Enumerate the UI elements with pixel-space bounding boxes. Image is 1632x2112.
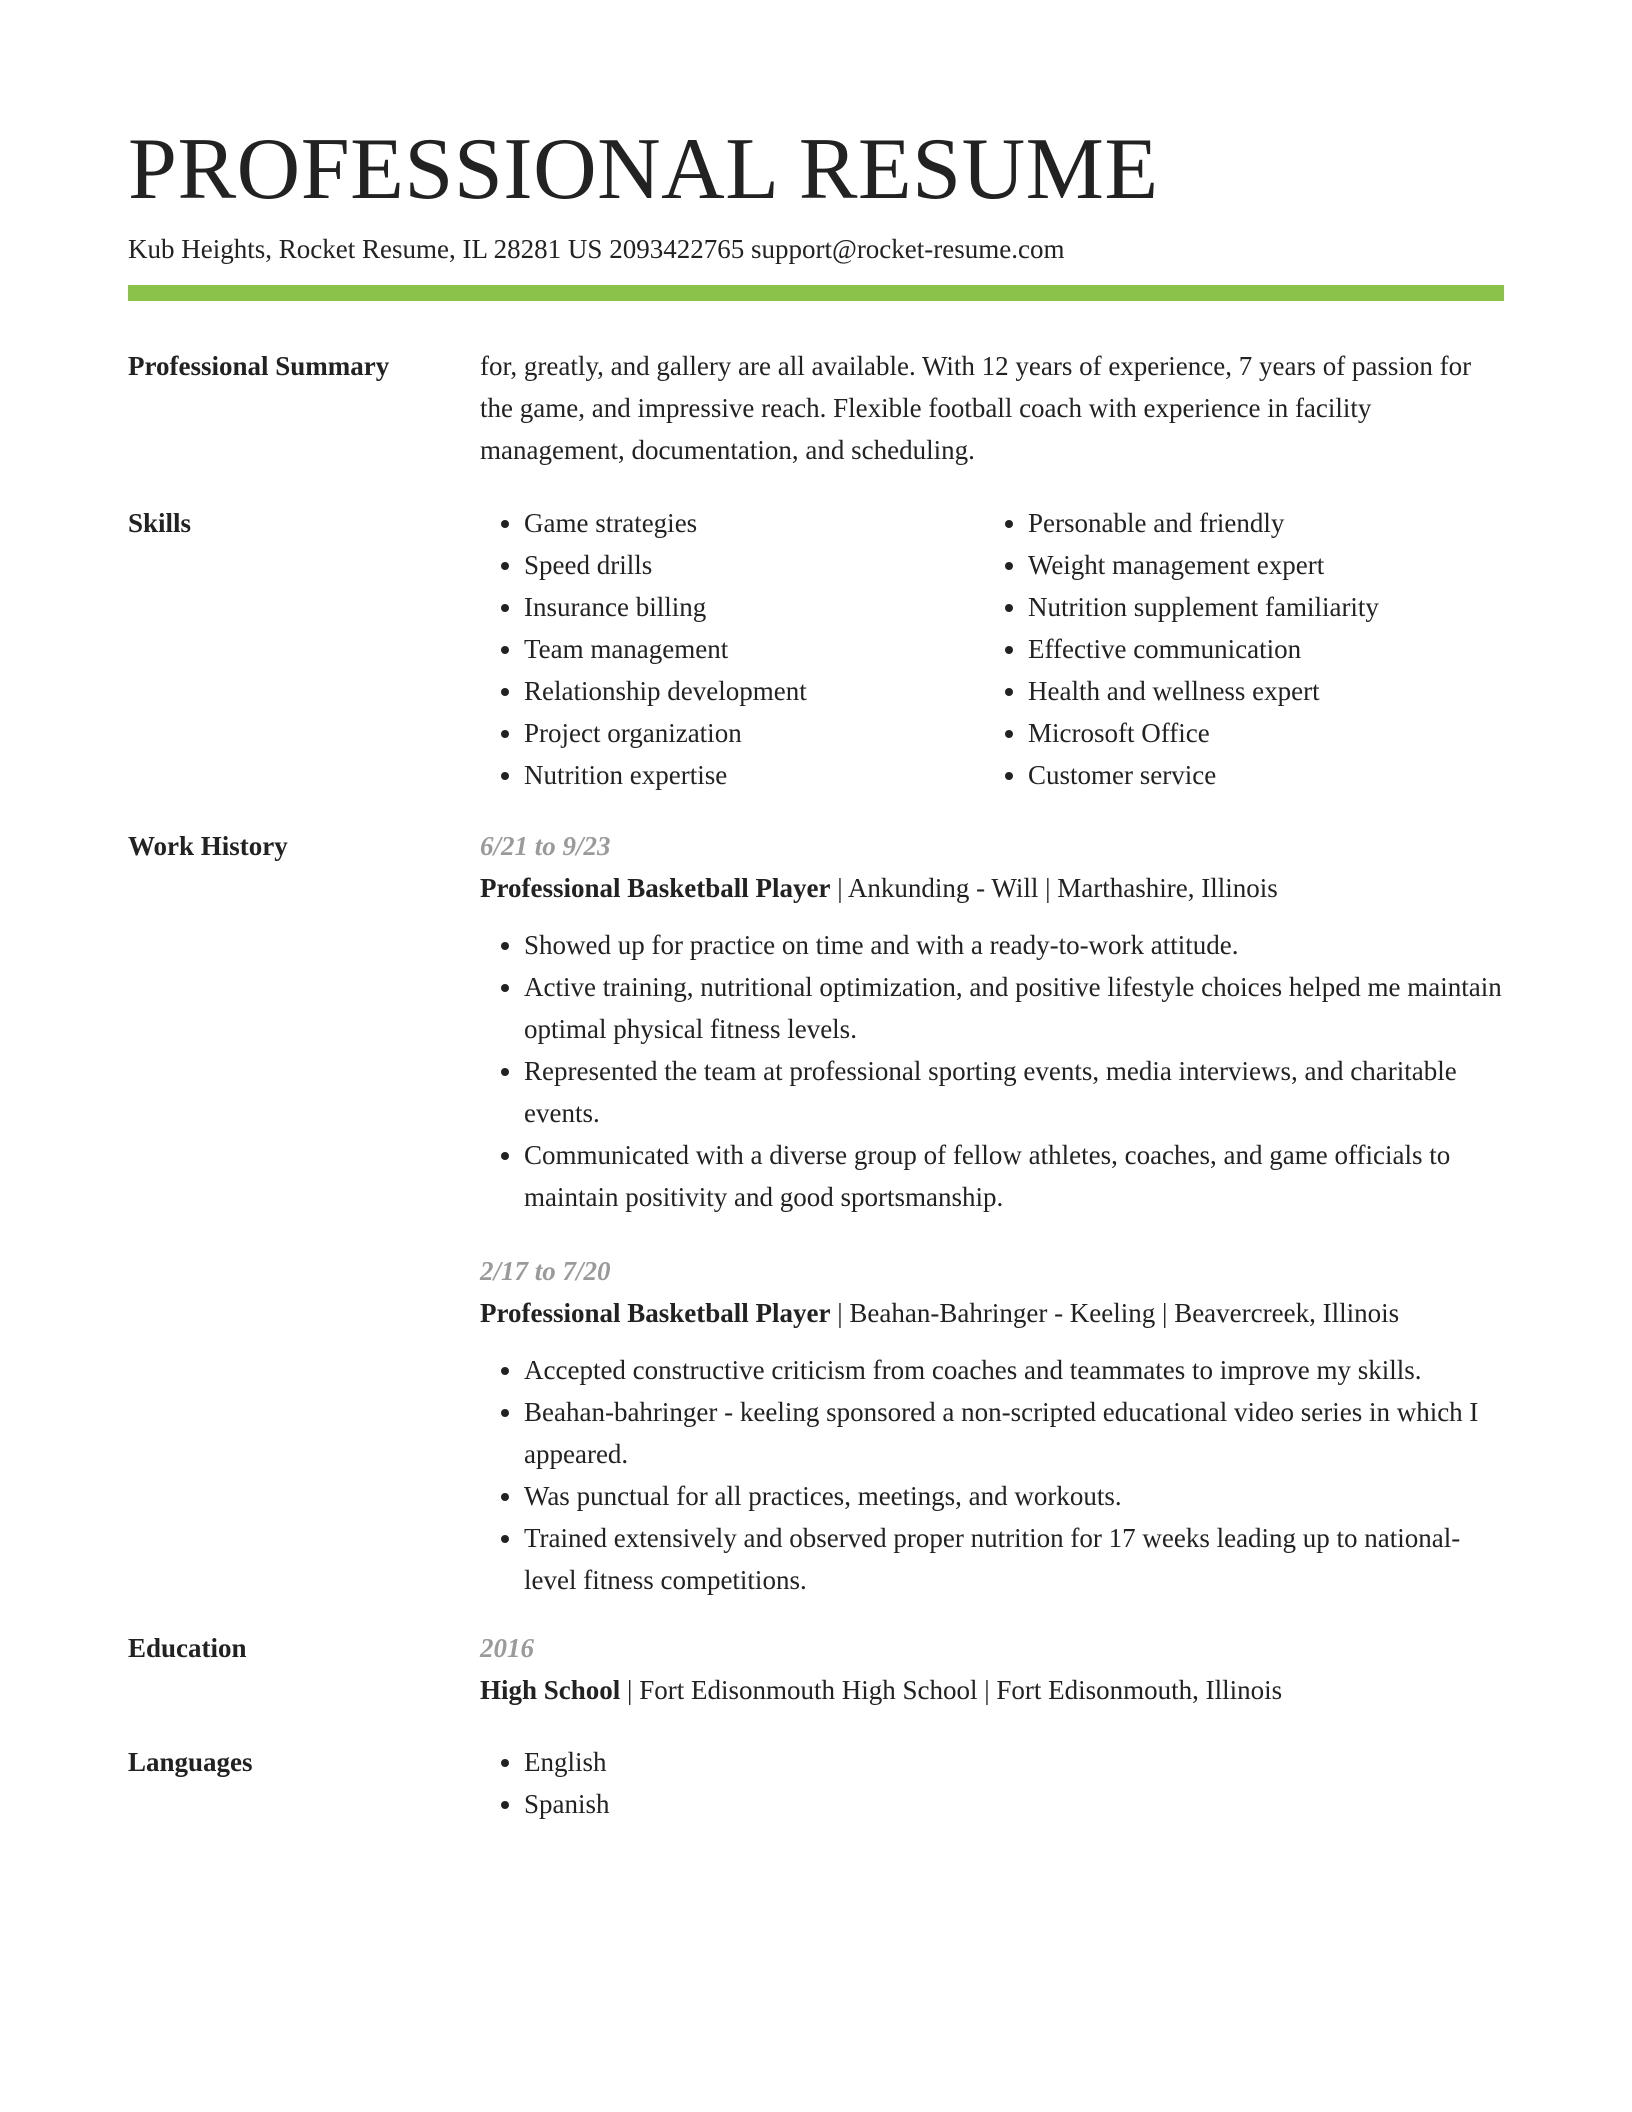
skill-item: • Nutrition expertise (524, 754, 984, 796)
education-degree: High School (480, 1675, 621, 1705)
email: support@rocket-resume.com (750, 234, 1065, 264)
skill-item: • Project organization (524, 712, 984, 754)
job-bullet: • Trained extensively and observed proper nutrition for 17 weeks leading up to national-level fitness competitions. (524, 1517, 1504, 1601)
job-heading (480, 867, 1504, 909)
skills-list-left (480, 502, 984, 796)
skill-item: • Microsoft Office (1028, 712, 1488, 754)
language-item: • English (524, 1741, 1504, 1783)
education-year: 2016 (480, 1633, 534, 1663)
skill-item: • Game strategies (524, 502, 984, 544)
skill-item: • Customer service (1028, 754, 1488, 796)
job-dates: 2/17 to 7/20 (480, 1256, 611, 1286)
job-entry (480, 825, 1504, 1218)
job-title: Professional Basketball Player (480, 1298, 831, 1328)
skill-item: • Health and wellness expert (1028, 670, 1488, 712)
skill-item: • Insurance billing (524, 586, 984, 628)
job-bullet: • Communicated with a diverse group of fellow athletes, coaches, and game officials to maintain positivity and good sportsmanship. (524, 1134, 1504, 1218)
job-bullet: • Showed up for practice on time and with a ready-to-work attitude. (524, 924, 1504, 966)
job-company: | Ankunding - Will (831, 873, 1039, 903)
job-bullet: • Was punctual for all practices, meetings, and workouts. (524, 1475, 1504, 1517)
skill-item: • Nutrition supplement familiarity (1028, 586, 1488, 628)
contact-line (128, 229, 1064, 269)
resume-title: PROFESSIONAL RESUME (128, 121, 1159, 218)
summary-label: Professional Summary (128, 351, 390, 381)
job-bullets (480, 1349, 1504, 1601)
skills-list-right (984, 502, 1488, 796)
phone: 2093422765 (609, 234, 745, 264)
job-heading (480, 1292, 1504, 1334)
work-history-label: Work History (128, 831, 288, 861)
header-divider (128, 285, 1504, 301)
skill-item: • Effective communication (1028, 628, 1488, 670)
job-bullet: • Active training, nutritional optimization, and positive lifestyle choices helped me maintain optimal physical fitness levels. (524, 966, 1504, 1050)
job-bullets (480, 924, 1504, 1218)
job-company: | Beahan-Bahringer - Keeling (831, 1298, 1156, 1328)
languages-list (480, 1741, 1504, 1825)
languages-label: Languages (128, 1747, 253, 1777)
education-heading (480, 1669, 1504, 1711)
skill-item: • Team management (524, 628, 984, 670)
skill-item: • Weight management expert (1028, 544, 1488, 586)
language-item: • Spanish (524, 1783, 1504, 1825)
job-bullet: • Beahan-bahringer - keeling sponsored a non-scripted educational video series in which I appeared. (524, 1391, 1504, 1475)
skill-item: • Relationship development (524, 670, 984, 712)
summary-text: for, greatly, and gallery are all available. With 12 years of experience, 7 years of passion for the game, and impressive reach. Flexible football coach with experience in facility management, documentation, and scheduling. (480, 351, 1472, 465)
job-dates: 6/21 to 9/23 (480, 831, 611, 861)
skill-item: • Personable and friendly (1028, 502, 1488, 544)
education-label: Education (128, 1633, 247, 1663)
skills-label: Skills (128, 508, 192, 538)
job-entry (480, 1250, 1504, 1601)
job-title: Professional Basketball Player (480, 873, 831, 903)
education-school: | Fort Edisonmouth High School (620, 1675, 977, 1705)
address: Kub Heights, Rocket Resume, IL 28281 US (128, 234, 603, 264)
job-location: | Marthashire, Illinois (1038, 873, 1277, 903)
education-location: | Fort Edisonmouth, Illinois (977, 1675, 1282, 1705)
job-bullet: • Accepted constructive criticism from coaches and teammates to improve my skills. (524, 1349, 1504, 1391)
job-location: | Beavercreek, Illinois (1155, 1298, 1399, 1328)
job-bullet: • Represented the team at professional sporting events, media interviews, and charitable events. (524, 1050, 1504, 1134)
skill-item: • Speed drills (524, 544, 984, 586)
